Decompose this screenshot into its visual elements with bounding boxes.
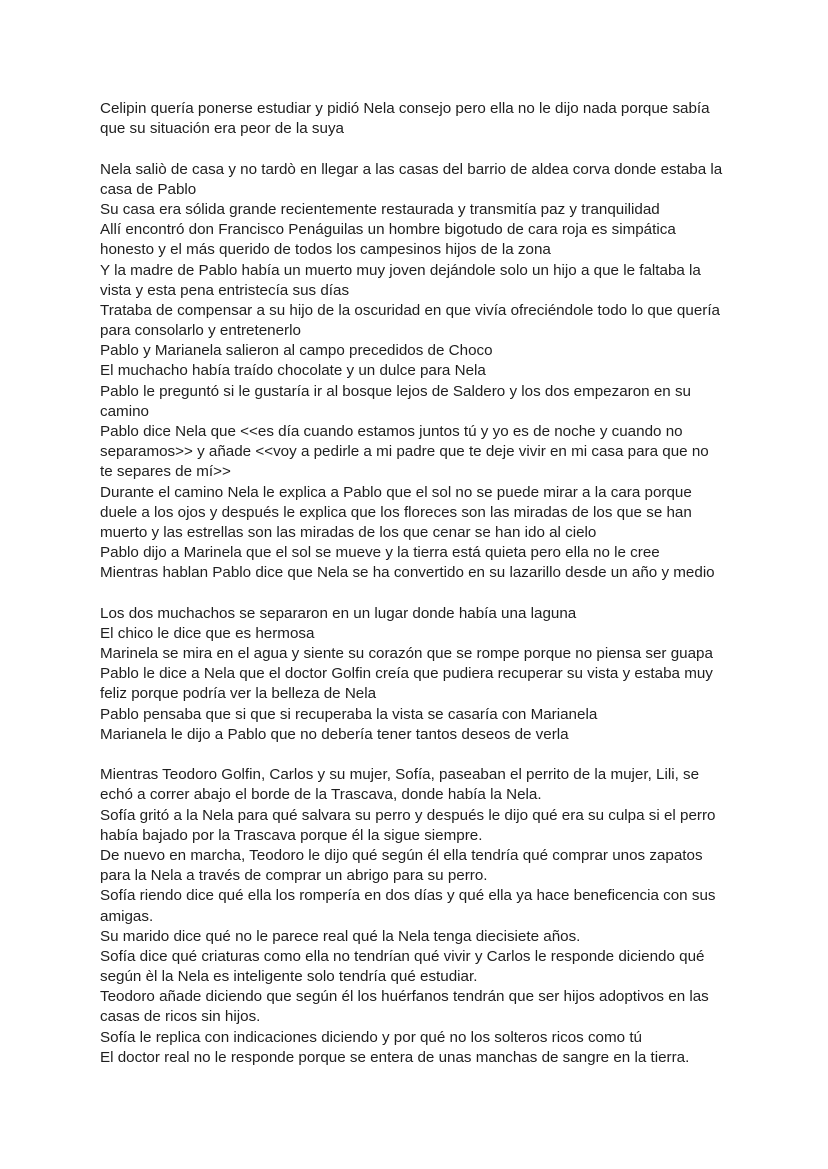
text-line: para consolarlo y entretenerlo xyxy=(100,322,301,340)
text-line: había bajado por la Trascava porque él la sigue siempre. xyxy=(100,826,483,844)
text-line: camino xyxy=(100,402,149,420)
text-line: feliz porque podría ver la belleza de Nela xyxy=(100,685,377,703)
text-line: Sofía gritó a la Nela para qué salvara su perro y después le dijo qué era su culpa si el perro xyxy=(100,806,716,824)
text-line: Marinela se mira en el agua y siente su corazón que se rompe porque no piensa ser guapa xyxy=(100,645,713,663)
text-line: El muchacho había traído chocolate y un dulce para Nela xyxy=(100,362,486,380)
text-line: echó a correr abajo el borde de la Trascava, donde había la Nela. xyxy=(100,786,542,804)
text-line: duele a los ojos y después le explica que los floreces son las miradas de los que se han xyxy=(100,503,692,521)
text-line: según èl la Nela es inteligente solo tendría qué estudiar. xyxy=(100,968,478,986)
paragraph-gap xyxy=(100,139,730,159)
text-line: Y la madre de Pablo había un muerto muy joven dejándole solo un hijo a que le faltaba la xyxy=(100,261,701,279)
text-line: Sofía riendo dice qué ella los rompería en dos días y qué ella ya hace beneficencia con sus xyxy=(100,887,716,905)
text-line: Pablo le preguntó si le gustaría ir al bosque lejos de Saldero y los dos empezaron en su xyxy=(100,382,691,400)
text-line: separamos>> y añade <<voy a pedirle a mi padre que te deje vivir en mi casa para que no xyxy=(100,443,709,461)
paragraph-gap xyxy=(100,584,730,604)
text-line: Mientras hablan Pablo dice que Nela se ha convertido en su lazarillo desde un año y medio xyxy=(100,564,715,582)
text-line: Durante el camino Nela le explica a Pablo que el sol no se puede mirar a la cara porque xyxy=(100,483,692,501)
text-line: amigas. xyxy=(100,907,154,925)
text-line: Pablo pensaba que si que si recuperaba la vista se casaría con Marianela xyxy=(100,705,598,723)
text-line: vista y esta pena entristecía sus días xyxy=(100,281,350,299)
text-line: Sofía le replica con indicaciones diciendo y por qué no los solteros ricos como tú xyxy=(100,1028,642,1046)
text-line: Allí encontró don Francisco Penáguilas un hombre bigotudo de cara roja es simpática xyxy=(100,221,676,239)
text-line: casa de Pablo xyxy=(100,180,197,198)
text-line: casas de ricos sin hijos. xyxy=(100,1008,261,1026)
text-line: De nuevo en marcha, Teodoro le dijo qué según él ella tendría qué comprar unos zapatos xyxy=(100,846,703,864)
text-line: Su casa era sólida grande recientemente restaurada y transmitía paz y tranquilidad xyxy=(100,200,660,218)
text-line: Celipin quería ponerse estudiar y pidió Nela consejo pero ella no le dijo nada porque sabía xyxy=(100,100,710,117)
text-line: Teodoro añade diciendo que según él los huérfanos tendrán que ser hijos adoptivos en las xyxy=(100,988,709,1006)
text-line: Pablo le dice a Nela que el doctor Golfin creía que pudiera recuperar su vista y estaba muy xyxy=(100,665,713,683)
text-line: Pablo y Marianela salieron al campo precedidos de Choco xyxy=(100,342,493,360)
text-line: para la Nela a través de comprar un abrigo para su perro. xyxy=(100,867,488,885)
text-line: Los dos muchachos se separaron en un lugar donde había una laguna xyxy=(100,604,577,622)
paragraph-gap xyxy=(100,745,730,765)
text-line: Pablo dice Nela que <<es día cuando estamos juntos tú y yo es de noche y cuando no xyxy=(100,423,683,440)
text-line: Su marido dice qué no le parece real qué la Nela tenga diecisiete años. xyxy=(100,927,581,945)
text-line: muerto y las estrellas son las miradas de los que cenar se han ido al cielo xyxy=(100,523,597,541)
text-line: El chico le dice que es hermosa xyxy=(100,624,315,642)
text-line: Trataba de compensar a su hijo de la oscuridad en que vivía ofreciéndole todo lo que quería xyxy=(100,301,720,319)
text-line: honesto y el más querido de todos los campesinos hijos de la zona xyxy=(100,241,551,259)
text-line: Sofía dice qué criaturas como ella no tendrían qué vivir y Carlos le responde diciendo qué xyxy=(100,947,705,965)
text-line: Nela saliò de casa y no tardò en llegar a las casas del barrio de aldea corva donde estaba la xyxy=(100,160,723,178)
text-line: Marianela le dijo a Pablo que no debería tener tantos deseos de verla xyxy=(100,725,569,743)
text-line: Mientras Teodoro Golfin, Carlos y su mujer, Sofía, paseaban el perrito de la mujer, Lili, se xyxy=(100,766,700,784)
text-line: te separes de mí>> xyxy=(100,463,231,481)
document-body xyxy=(100,99,730,1068)
text-line: Pablo dijo a Marinela que el sol se mueve y la tierra está quieta pero ella no le cree xyxy=(100,544,660,562)
text-line: El doctor real no le responde porque se entera de unas manchas de sangre en la tierra. xyxy=(100,1048,690,1066)
text-line: que su situación era peor de la suya xyxy=(100,120,345,138)
